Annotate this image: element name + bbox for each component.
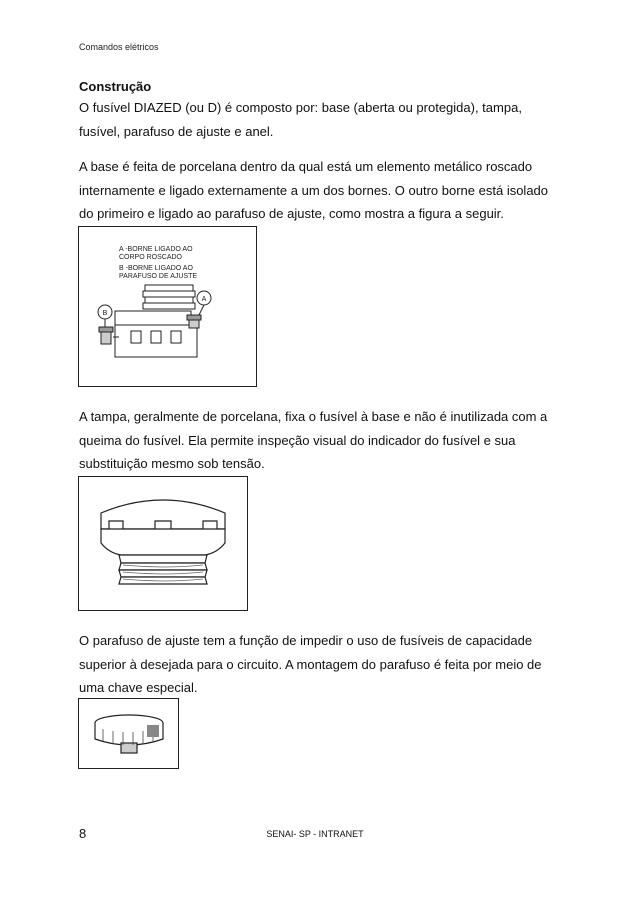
figure-fuse-base xyxy=(78,226,257,387)
legend-a-line1: A -BORNE LIGADO AO xyxy=(119,246,193,253)
section-heading: Construção xyxy=(79,79,152,94)
page-number: 8 xyxy=(79,826,87,841)
legend-b-line2: PARAFUSO DE AJUSTE xyxy=(119,273,198,280)
adjust-screw-illustration xyxy=(79,699,178,768)
paragraph-composition: O fusível DIAZED (ou D) é composto por: base (aberta ou protegida), tampa, fusível, parafuso de ajuste e anel. xyxy=(79,100,522,139)
paragraph-base: A base é feita de porcelana dentro da qual está um elemento metálico roscado internamente e ligado externamente a um dos bornes. O outro borne está isolado do primeiro e ligado ao parafuso de ajuste, como mostra a figura a seguir. xyxy=(79,159,549,221)
figure-fuse-cap xyxy=(78,476,248,611)
fuse-cap-illustration xyxy=(79,477,247,610)
running-header: Comandos elétricos xyxy=(79,42,159,52)
paragraph-cap: A tampa, geralmente de porcelana, fixa o fusível à base e não é inutilizada com a queima do fusível. Ela permite inspeção visual do indicador do fusível e sua substituição mesmo sob tensão. xyxy=(79,409,548,471)
marker-b-label: B xyxy=(102,310,108,317)
figure-adjust-screw xyxy=(78,698,179,769)
page-footer-source: SENAI- SP - INTRANET xyxy=(266,829,364,839)
fuse-base-illustration xyxy=(79,227,256,386)
legend-b-line1: B -BORNE LIGADO AO xyxy=(119,265,193,272)
paragraph-adjust-screw: O parafuso de ajuste tem a função de impedir o uso de fusíveis de capacidade superior à desejada para o circuito. A montagem do parafuso é feita por meio de uma chave especial. xyxy=(79,633,542,695)
legend-a-line2: CORPO ROSCADO xyxy=(119,254,183,261)
marker-a-label: A xyxy=(201,296,207,303)
